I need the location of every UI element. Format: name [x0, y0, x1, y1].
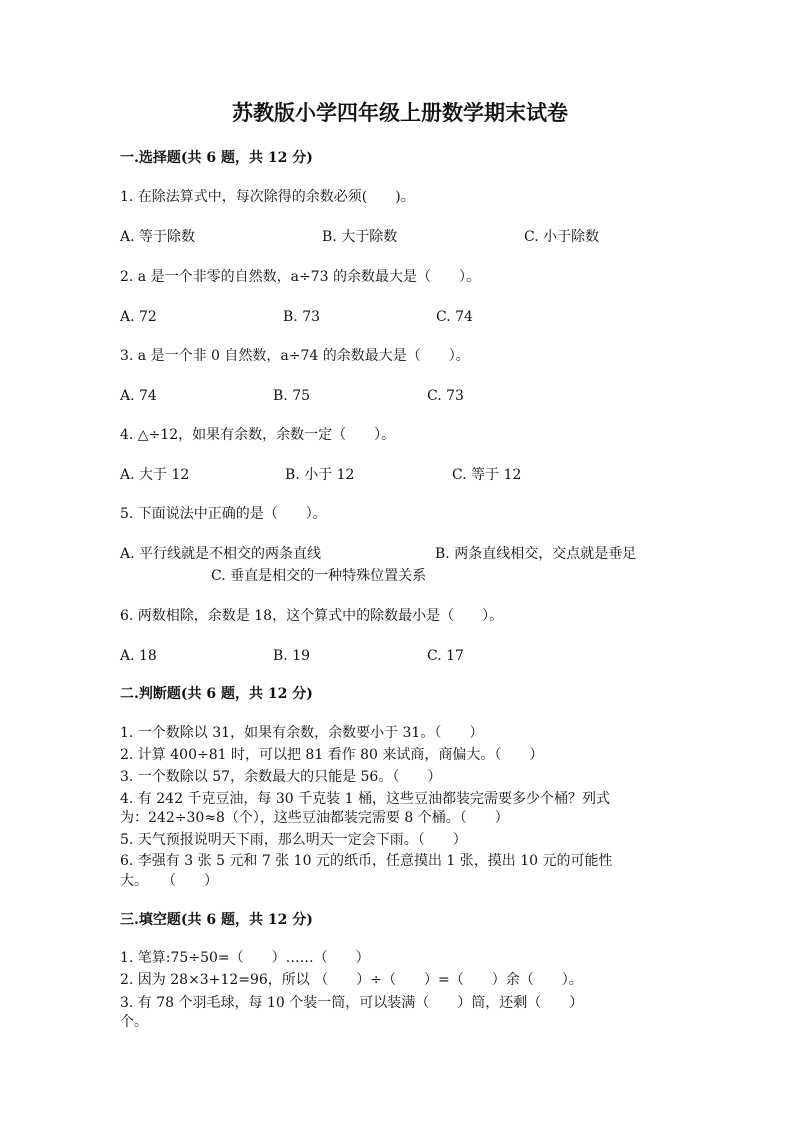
- fill-blank-line: 2. 因为 28×3+12=96，所以 （ ）÷（ ）=（ ）余（ ）。: [120, 972, 583, 988]
- option-c: C. 73: [427, 388, 464, 404]
- statement-line: 6. 李强有 3 张 5 元和 7 张 10 元的纸币，任意摸出 1 张，摸出 10 元的可能性: [120, 853, 613, 869]
- option-b: B. 大于除数: [322, 229, 398, 245]
- option-b: B. 73: [283, 309, 321, 325]
- statement-line: 1. 一个数除以 31，如果有余数，余数要小于 31。（ ）: [120, 725, 484, 741]
- fill-blank-line: 3. 有 78 个羽毛球，每 10 个装一筒，可以装满（ ）筒，还剩（ ）: [120, 995, 584, 1011]
- section-heading-judgment: 二.判断题(共 6 题，共 12 分): [120, 686, 313, 702]
- option-b: B. 75: [273, 388, 311, 404]
- option-a: A. 平行线就是不相交的两条直线: [120, 546, 322, 562]
- statement-line: 4. 有 242 千克豆油，每 30 千克装 1 桶，这些豆油都装完需要多少个桶？列式: [120, 791, 610, 807]
- option-c: C. 等于 12: [452, 467, 522, 483]
- option-a: A. 72: [120, 309, 157, 325]
- question-stem: 5. 下面说法中正确的是（ ）。: [120, 506, 327, 522]
- question-stem: 6. 两数相除，余数是 18，这个算式中的除数最小是（ ）。: [120, 608, 504, 624]
- option-a: A. 18: [120, 648, 157, 664]
- option-a: A. 等于除数: [120, 229, 196, 245]
- statement-line: 大。 （ ）: [120, 873, 218, 889]
- option-c: C. 74: [436, 309, 473, 325]
- option-c: C. 小于除数: [524, 229, 600, 245]
- fill-blank-line: 个。: [120, 1014, 148, 1030]
- fill-blank-line: 1. 笔算:75÷50=（ ）……（ ）: [120, 950, 370, 966]
- option-b: B. 19: [273, 648, 311, 664]
- option-b: B. 两条直线相交，交点就是垂足: [435, 546, 637, 562]
- option-b: B. 小于 12: [285, 467, 355, 483]
- option-a: A. 大于 12: [120, 467, 190, 483]
- option-c: C. 17: [427, 648, 464, 664]
- question-stem: 3. a 是一个非 0 自然数，a÷74 的余数最大是（ ）。: [120, 348, 470, 364]
- statement-line: 2. 计算 400÷81 时，可以把 81 看作 80 来试商，商偏大。（ ）: [120, 747, 544, 763]
- option-a: A. 74: [120, 388, 157, 404]
- exam-title: 苏教版小学四年级上册数学期末试卷: [232, 100, 568, 125]
- question-stem: 4. △÷12，如果有余数，余数一定（ ）。: [120, 427, 396, 443]
- section-heading-choice: 一.选择题(共 6 题，共 12 分): [120, 150, 313, 166]
- question-stem: 1. 在除法算式中，每次除得的余数必须( )。: [120, 189, 415, 205]
- statement-line: 3. 一个数除以 57，余数最大的只能是 56。（ ）: [120, 769, 442, 785]
- question-stem: 2. a 是一个非零的自然数，a÷73 的余数最大是（ ）。: [120, 269, 480, 285]
- statement-line: 为：242÷30≈8（个），这些豆油都装完需要 8 个桶。（ ）: [120, 810, 509, 826]
- statement-line: 5. 天气预报说明天下雨，那么明天一定会下雨。（ ）: [120, 832, 467, 848]
- section-heading-fill-blank: 三.填空题(共 6 题，共 12 分): [120, 912, 313, 928]
- option-c: C. 垂直是相交的一种特殊位置关系: [211, 568, 427, 584]
